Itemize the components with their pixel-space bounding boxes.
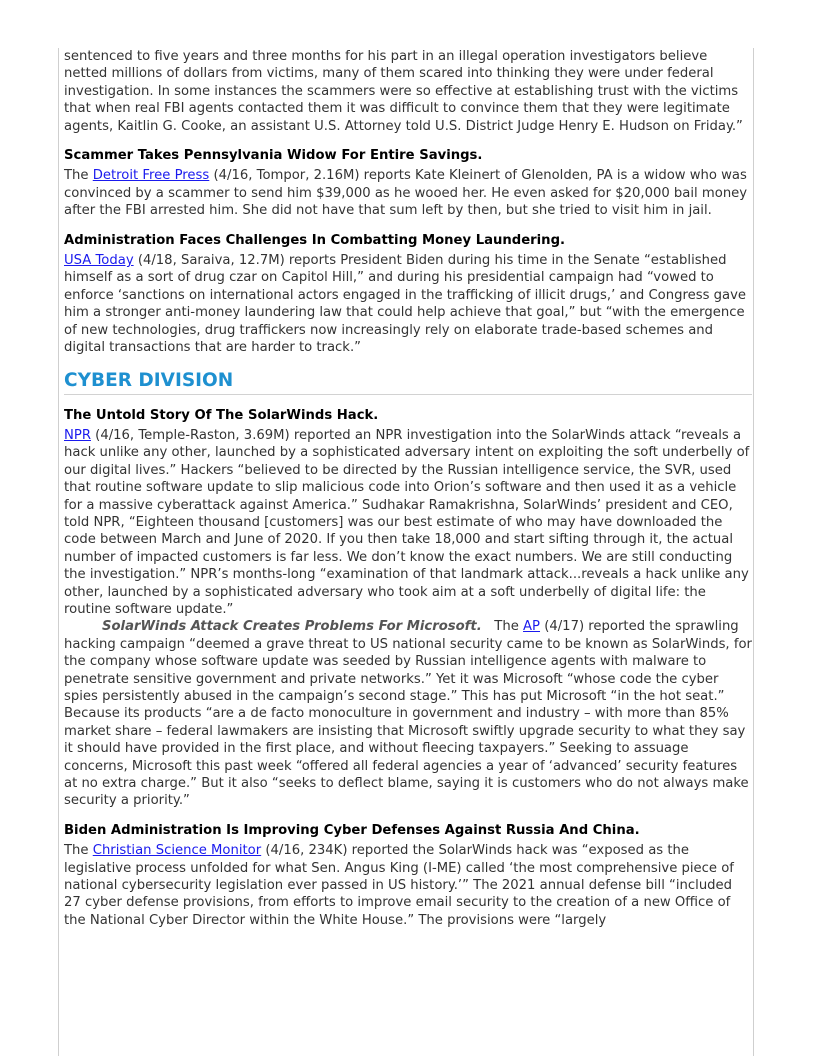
sub-article-paragraph [64,618,752,809]
article-defenses [64,822,752,929]
body-text: (4/17) reported the sprawling hacking campaign “deemed a grave threat to US national security came to be known as SolarWinds, for the company whose software update was seeded by Russian intelligence agents with malware to penetrate sensitive government and private networks.” Yet it was Microsoft “whose code the cyber spies persistently abused in the campaign’s second stage.” This has put Microsoft “in the hot seat.” Because its products “are a de facto monoculture in government and industry – with more than 85% market share – federal lawmakers are insisting that Microsoft swiftly upgrade security to what they say it should have provided in the first place, and without fleecing taxpayers.” Seeking to assuage concerns, Microsoft this past week “offered all federal agencies a year of ‘advanced’ security features at no extra charge.” But it also “seeks to deflect blame, saying it is customers who do not always make security a priority.” [64,619,752,809]
body-text: (4/16, Temple-Raston, 3.69M) reported an NPR investigation into the SolarWinds attack “reveals a hack unlike any other, launched by a sophisticated adversary intent on exploiting the soft underbelly of our digital lives.” Hackers “believed to be directed by the Russian intelligence service, the SVR, used that routine software update to slip malicious code into Orion’s software and then used it as a vehicle for a massive cyberattack against America.” Sudhakar Ramakrishna, SolarWinds’ president and CEO, told NPR, “Eighteen thousand [customers] was our best estimate of who may have downloaded the code between March and June of 2020. If you then take 18,000 and start sifting through it, the actual number of impacted customers is far less. We don’t know the exact numbers. We are still conducting the investigation.” NPR’s months-long “examination of that landmark attack...reveals a hack unlike any other, launched by a sophisticated adversary who took aim at a soft underbelly of digital life: the routine software update.” [64,427,750,617]
article-body [64,427,752,618]
article-title: Administration Faces Challenges In Combatting Money Laundering. [64,232,566,248]
body-text: (4/18, Saraiva, 12.7M) reports President Biden during his time in the Senate “established himself as a sort of drug czar on Capitol Hill,” and during his presidential campaign had “vowed to enforce ‘sanctions on international actors engaged in the trafficking of illicit drugs,’ and Congress gave him a stronger anti-money laundering law that could help achieve that goal,” but “with the emergence of new technologies, drug traffickers now increasingly rely on elaborate trade-based schemes and digital transactions that are harder to track.” [64,253,747,356]
lead-text: The [64,168,93,184]
lead-text: The [64,843,93,859]
page-content [64,48,752,929]
article-title: The Untold Story Of The SolarWinds Hack. [64,407,379,423]
article-title: Scammer Takes Pennsylvania Widow For Entire Savings. [64,148,483,164]
lead-text: The [481,619,524,635]
article-title: Biden Administration Is Improving Cyber Defenses Against Russia And China. [64,822,640,838]
intro-paragraph: sentenced to five years and three months for his part in an illegal operation investigators believe netted millions of dollars from victims, many of them scared into thinking they were under federal investigation. In some instances the scammers were so effective at establishing trust with the victims that when real FBI agents contacted them it was difficult to convince them that they were legitimate agents, Kaitlin G. Cooke, an assistant U.S. Attorney told U.S. District Judge Henry E. Hudson on Friday.” [64,49,743,134]
source-link-ap[interactable]: AP [523,619,541,635]
article-body [64,842,752,929]
document-page [58,48,754,1056]
article-body [64,252,752,356]
sub-article-title: SolarWinds Attack Creates Problems For Microsoft. [102,619,482,635]
body-text: (4/16, 234K) reported the SolarWinds hack was “exposed as the legislative process unfolded for what Sen. Angus King (I-ME) called ‘the most comprehensive piece of national cybersecurity legislation ever passed in US history.’” The 2021 annual defense bill “included 27 cyber defense provisions, from efforts to improve email security to the creation of a new Office of the National Cyber Director within the White House.” The provisions were “largely [64,843,734,928]
source-link-christian-science-monitor[interactable]: Christian Science Monitor [92,843,262,859]
article-body [64,167,752,219]
body-text: (4/16, Tompor, 2.16M) reports Kate Kleinert of Glenolden, PA is a widow who was convinced by a scammer to send him $39,000 as he wooed her. He even asked for $20,000 bail money after the FBI arrested him. She did not have that sum left by then, but she tried to visit him in jail. [64,168,748,219]
section-heading-cyber-division: CYBER DIVISION [64,370,752,395]
article-laundering [64,232,752,357]
article-solarwinds [64,407,752,810]
source-link-npr[interactable]: NPR [64,427,91,443]
article-widow [64,147,752,220]
source-link-usa-today[interactable]: USA Today [64,253,134,269]
source-link-detroit-free-press[interactable]: Detroit Free Press [92,168,210,184]
